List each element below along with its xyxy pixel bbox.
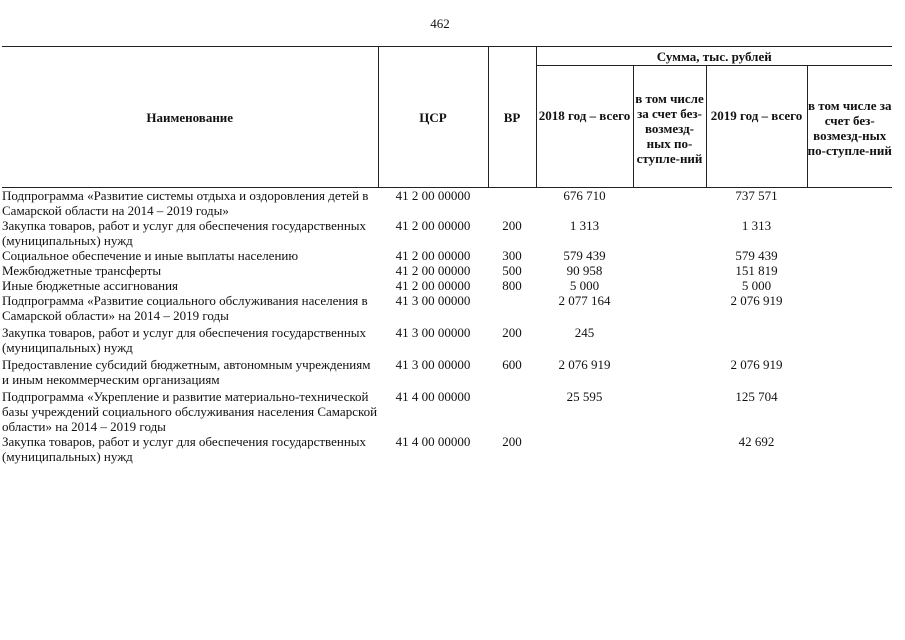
row-2018-free [633, 278, 706, 293]
row-2019-total: 737 571 [735, 188, 778, 203]
row-name: Закупка товаров, работ и услуг для обеспечения государственных (муниципальных) нужд [2, 325, 367, 355]
row-2019-free [807, 278, 892, 293]
header-sum: Сумма, тыс. рублей [536, 47, 892, 66]
row-name: Подпрограмма «Развитие социального обслуживания населения в Самарской области» на 2014 – 2019 годы [2, 293, 368, 323]
row-vr: 800 [502, 278, 522, 293]
row-2018-free [633, 218, 706, 248]
table-row [2, 293, 892, 323]
table-row [2, 218, 892, 248]
row-name: Подпрограмма «Развитие системы отдыха и оздоровления детей в Самарской области на 2014 – 2019 годы» [2, 188, 369, 218]
header-2018-free: в том числе за счет без-возмезд-ных по-ступле-ний [633, 66, 706, 188]
row-vr: 200 [502, 434, 522, 449]
row-name: Закупка товаров, работ и услуг для обеспечения государственных (муниципальных) нужд [2, 218, 367, 248]
row-2018-total: 2 077 164 [558, 293, 611, 308]
row-2018-total: 5 000 [569, 278, 600, 293]
table-row [2, 355, 892, 387]
row-2018-total: 1 313 [569, 218, 600, 233]
row-vr [488, 387, 536, 434]
row-2018-free [633, 188, 706, 219]
row-2018-total: 579 439 [563, 248, 606, 263]
row-2019-total: 151 819 [735, 263, 778, 278]
table-header [2, 47, 892, 188]
row-name: Иные бюджетные ассигнования [2, 278, 179, 293]
row-2018-free [633, 387, 706, 434]
row-csr: 41 3 00 00000 [395, 357, 471, 372]
row-name: Социальное обеспечение и иные выплаты населению [2, 248, 299, 263]
row-2019-total [706, 323, 807, 355]
budget-table [2, 46, 892, 464]
table-row [2, 263, 892, 278]
row-2019-total: 125 704 [735, 389, 778, 404]
header-2018-total: 2018 год – всего [536, 66, 633, 188]
row-vr: 300 [502, 248, 522, 263]
header-name: Наименование [2, 47, 378, 188]
row-vr: 200 [502, 218, 522, 233]
row-2019-free [807, 188, 892, 219]
row-vr [488, 188, 536, 219]
row-csr: 41 4 00 00000 [395, 389, 471, 404]
table-row [2, 434, 892, 464]
row-csr: 41 4 00 00000 [395, 434, 471, 449]
table-body [2, 188, 892, 465]
table-row [2, 323, 892, 355]
row-csr: 41 2 00 00000 [395, 248, 471, 263]
row-2018-total: 676 710 [563, 188, 606, 203]
row-2019-free [807, 293, 892, 323]
row-2019-free [807, 323, 892, 355]
row-2019-free [807, 355, 892, 387]
row-vr: 500 [502, 263, 522, 278]
row-vr [488, 293, 536, 323]
row-2018-total: 245 [574, 325, 595, 340]
row-2019-total: 2 076 919 [730, 293, 783, 308]
row-2018-free [633, 434, 706, 464]
row-name: Межбюджетные трансферты [2, 263, 162, 278]
row-csr: 41 2 00 00000 [395, 218, 471, 233]
row-2018-free [633, 248, 706, 263]
row-csr: 41 2 00 00000 [395, 278, 471, 293]
table-row [2, 278, 892, 293]
row-2018-free [633, 323, 706, 355]
row-2019-free [807, 218, 892, 248]
row-csr: 41 3 00 00000 [395, 293, 471, 308]
row-2019-free [807, 263, 892, 278]
row-2018-total: 90 958 [566, 263, 603, 278]
header-2019-free: в том числе за счет без-возмезд-ных по-ступле-ний [807, 66, 892, 188]
row-2019-total: 42 692 [738, 434, 775, 449]
row-2018-free [633, 263, 706, 278]
row-2018-free [633, 293, 706, 323]
row-2018-total: 25 595 [566, 389, 603, 404]
header-csr: ЦСР [378, 47, 488, 188]
row-2018-free [633, 355, 706, 387]
row-2019-free [807, 248, 892, 263]
row-csr: 41 3 00 00000 [395, 325, 471, 340]
page-number: 462 [430, 16, 450, 31]
row-2019-total: 1 313 [741, 218, 772, 233]
row-vr: 600 [502, 357, 522, 372]
header-vr: ВР [488, 47, 536, 188]
row-2019-free [807, 434, 892, 464]
row-csr: 41 2 00 00000 [395, 263, 471, 278]
table-row [2, 387, 892, 434]
table-row [2, 188, 892, 219]
row-2019-total: 5 000 [741, 278, 772, 293]
header-2019-total: 2019 год – всего [706, 66, 807, 188]
row-2019-free [807, 387, 892, 434]
row-2018-total [536, 434, 633, 464]
row-name: Закупка товаров, работ и услуг для обеспечения государственных (муниципальных) нужд [2, 434, 367, 464]
row-name: Предоставление субсидий бюджетным, автономным учреждениям и иным некоммерческим организациям [2, 357, 371, 387]
row-2019-total: 2 076 919 [730, 357, 783, 372]
row-vr: 200 [502, 325, 522, 340]
row-2018-total: 2 076 919 [558, 357, 611, 372]
row-2019-total: 579 439 [735, 248, 778, 263]
table-row [2, 248, 892, 263]
row-name: Подпрограмма «Укрепление и развитие материально-технической базы учреждений социального обслуживания населения Самарской области» на 2014 – 2019 годы [2, 389, 378, 434]
row-csr: 41 2 00 00000 [395, 188, 471, 203]
